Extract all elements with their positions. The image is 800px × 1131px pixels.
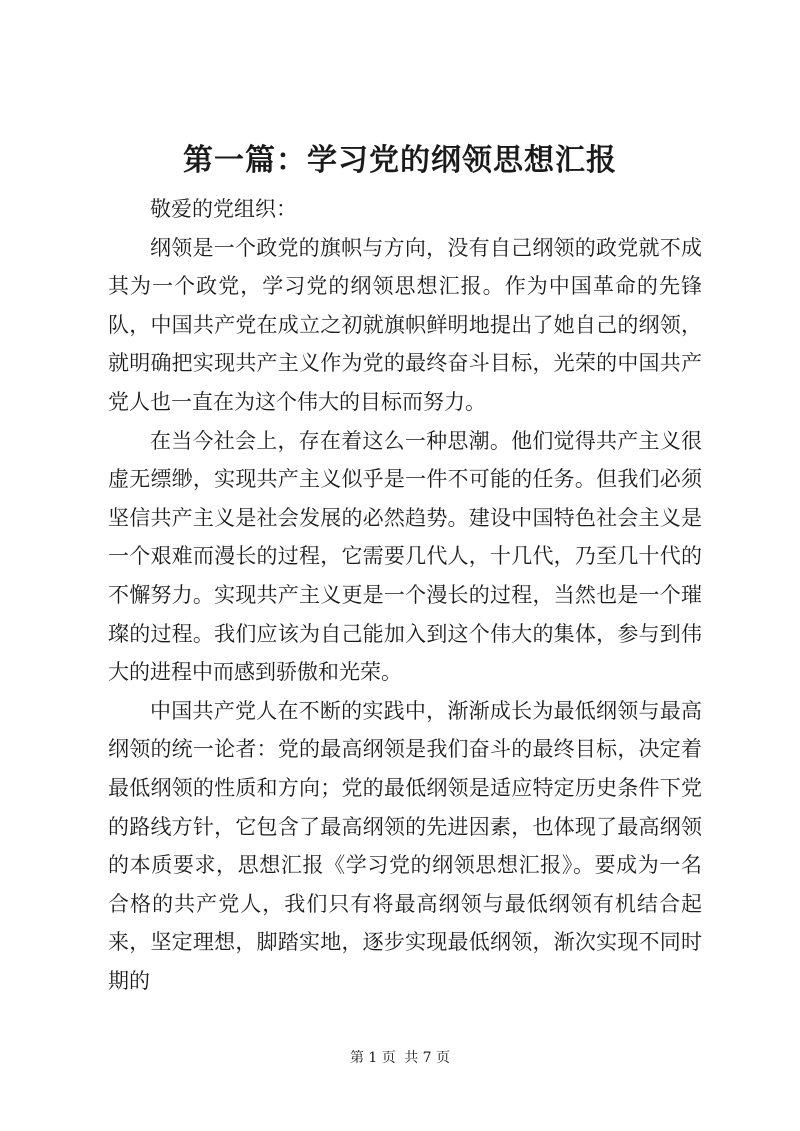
paragraph-1: 纲领是一个政党的旗帜与方向，没有自己纲领的政党就不成其为一个政党，学习党的纲领思想汇报。作为中国革命的先锋队，中国共产党在成立之初就旗帜鲜明地提出了她自己的纲领，就明确把实现共产主义作为党的最终奋斗目标，光荣的中国共产党人也一直在为这个伟大的目标而努力。 [108, 235, 702, 414]
paragraph-2: 在当今社会上，存在着这么一种思潮。他们觉得共产主义很虚无缥缈，实现共产主义似乎是一件不可能的任务。但我们必须坚信共产主义是社会发展的必然趋势。建设中国特色社会主义是一个艰难而漫长的过程，它需要几代人，十几代，乃至几十代的不懈努力。实现共产主义更是一个漫长的过程，当然也是一个璀璨的过程。我们应该为自己能加入到这个伟大的集体，参与到伟大的进程中而感到骄傲和光荣。 [108, 428, 702, 685]
document-body [108, 190, 702, 1000]
paragraph-3: 中国共产党人在不断的实践中，渐渐成长为最低纲领与最高纲领的统一论者：党的最高纲领是我们奋斗的最终目标，决定着最低纲领的性质和方向；党的最低纲领是适应特定历史条件下党的路线方针，它包含了最高纲领的先进因素，也体现了最高纲领的本质要求，思想汇报《学习党的纲领思想汇报》。要成为一名合格的共产党人，我们只有将最高纲领与最低纲领有机结合起来，坚定理想，脚踏实地，逐步实现最低纲领，渐次实现不同时期的 [108, 698, 702, 993]
document-title: 第一篇：学习党的纲领思想汇报 [183, 143, 617, 178]
page-number: 第 1 页 [349, 1050, 396, 1066]
salutation: 敬爱的党组织： [150, 197, 297, 221]
page-footer [0, 1048, 800, 1068]
page-total: 共 7 页 [404, 1050, 451, 1066]
